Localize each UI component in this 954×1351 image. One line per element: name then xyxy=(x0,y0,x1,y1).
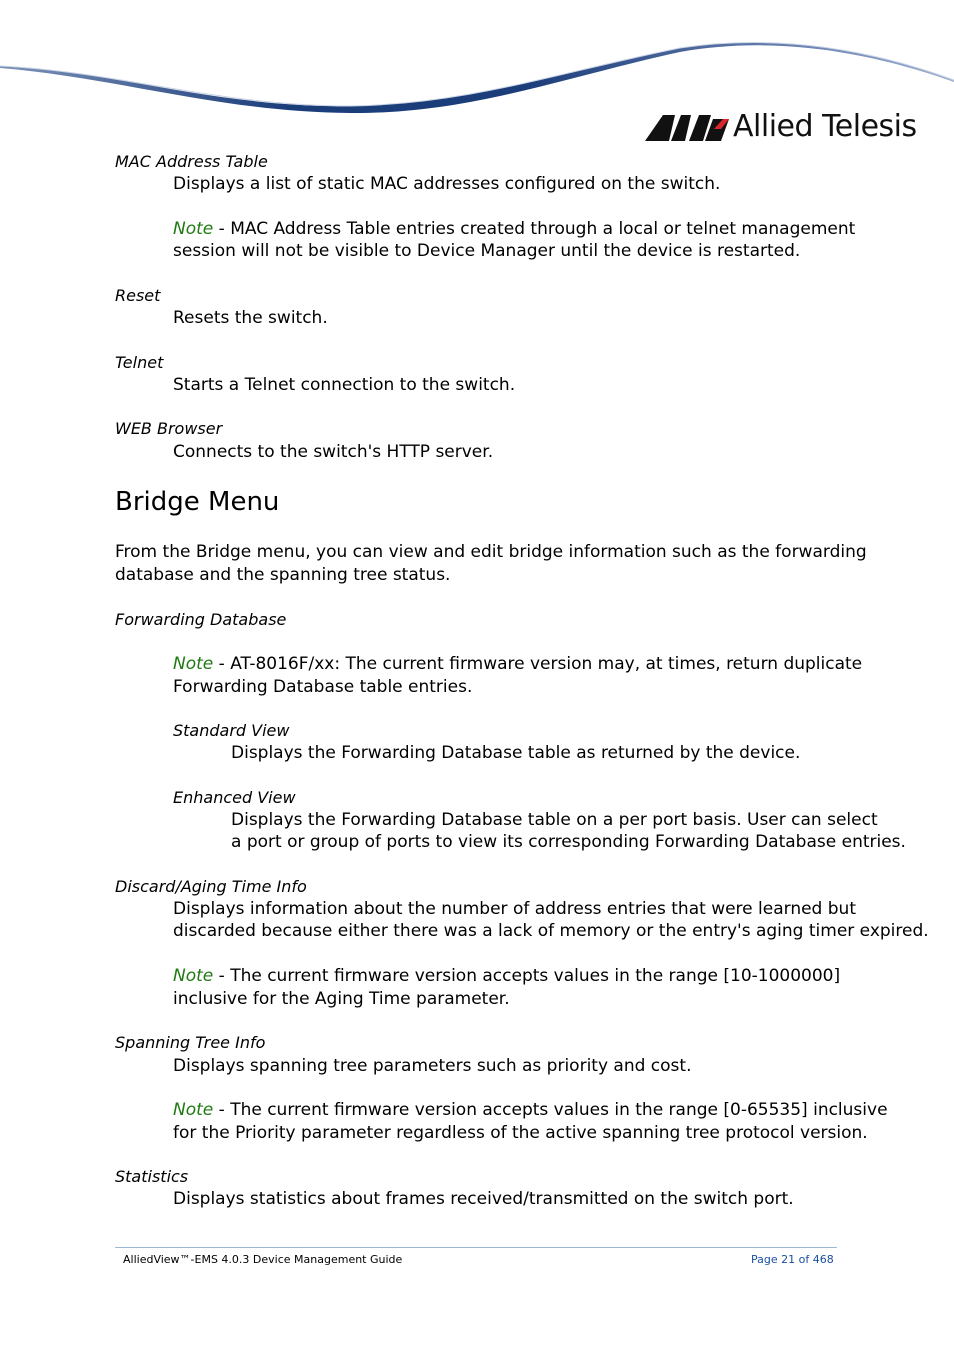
footer-guide-title: AlliedView™-EMS 4.0.3 Device Management Guide xyxy=(123,1253,403,1266)
web-browser-desc: Connects to the switch's HTTP server. xyxy=(173,442,494,462)
aging-note-line-2: inclusive for the Aging Time parameter. xyxy=(173,989,510,1009)
note-text: - The current firmware version accepts values in the range [0-65535] inclusive xyxy=(213,1100,888,1120)
header-swoosh xyxy=(0,0,954,125)
web-browser-title: WEB Browser xyxy=(115,419,223,438)
allied-telesis-logo xyxy=(645,109,917,146)
telnet-title: Telnet xyxy=(115,353,164,372)
logo-text: Allied Telesis xyxy=(733,109,917,144)
spanning-tree-desc: Displays spanning tree parameters such as priority and cost. xyxy=(173,1056,692,1076)
forwarding-database-title: Forwarding Database xyxy=(115,610,287,629)
reset-title: Reset xyxy=(115,286,161,305)
mac-note-line-2: session will not be visible to Device Manager until the device is restarted. xyxy=(173,241,801,261)
note-label: Note xyxy=(173,219,214,239)
mac-note-line-1 xyxy=(173,218,855,240)
allied-telesis-logo-icon xyxy=(645,115,729,141)
standard-view-desc: Displays the Forwarding Database table as returned by the device. xyxy=(231,743,801,763)
statistics-title: Statistics xyxy=(115,1167,189,1186)
statistics-desc: Displays statistics about frames received/transmitted on the switch port. xyxy=(173,1189,794,1209)
note-text: - MAC Address Table entries created through a local or telnet management xyxy=(213,219,856,239)
enhanced-view-title: Enhanced View xyxy=(173,788,296,807)
aging-desc-line-2: discarded because either there was a lack of memory or the entry's aging timer expired. xyxy=(173,921,929,941)
spanning-tree-title: Spanning Tree Info xyxy=(115,1033,266,1052)
footer-page-number: Page 21 of 468 xyxy=(751,1253,834,1266)
note-label: Note xyxy=(173,1100,214,1120)
note-text: - AT-8016F/xx: The current firmware version may, at times, return duplicate xyxy=(213,654,863,674)
enhanced-view-desc-line-2: a port or group of ports to view its corresponding Forwarding Database entries. xyxy=(231,832,906,852)
stp-note-line-2: for the Priority parameter regardless of the active spanning tree protocol version. xyxy=(173,1123,868,1143)
bridge-menu-heading: Bridge Menu xyxy=(115,487,280,517)
stp-note-line-1 xyxy=(173,1099,888,1121)
aging-desc-line-1: Displays information about the number of address entries that were learned but xyxy=(173,899,856,919)
reset-desc: Resets the switch. xyxy=(173,308,328,328)
bridge-intro-line-2: database and the spanning tree status. xyxy=(115,565,451,585)
aging-time-title: Discard/Aging Time Info xyxy=(115,877,307,896)
fdb-note-line-2: Forwarding Database table entries. xyxy=(173,677,473,697)
note-label: Note xyxy=(173,966,214,986)
enhanced-view-desc-line-1: Displays the Forwarding Database table on a per port basis. User can select xyxy=(231,810,878,830)
note-text: - The current firmware version accepts values in the range [10-1000000] xyxy=(213,966,841,986)
note-label: Note xyxy=(173,654,214,674)
footer-divider xyxy=(115,1247,837,1248)
mac-address-table-title: MAC Address Table xyxy=(115,152,268,171)
mac-address-table-desc: Displays a list of static MAC addresses configured on the switch. xyxy=(173,174,721,194)
fdb-note-line-1 xyxy=(173,653,862,675)
telnet-desc: Starts a Telnet connection to the switch. xyxy=(173,375,516,395)
bridge-intro-line-1: From the Bridge menu, you can view and edit bridge information such as the forwarding xyxy=(115,542,867,562)
aging-note-line-1 xyxy=(173,965,840,987)
standard-view-title: Standard View xyxy=(173,721,290,740)
